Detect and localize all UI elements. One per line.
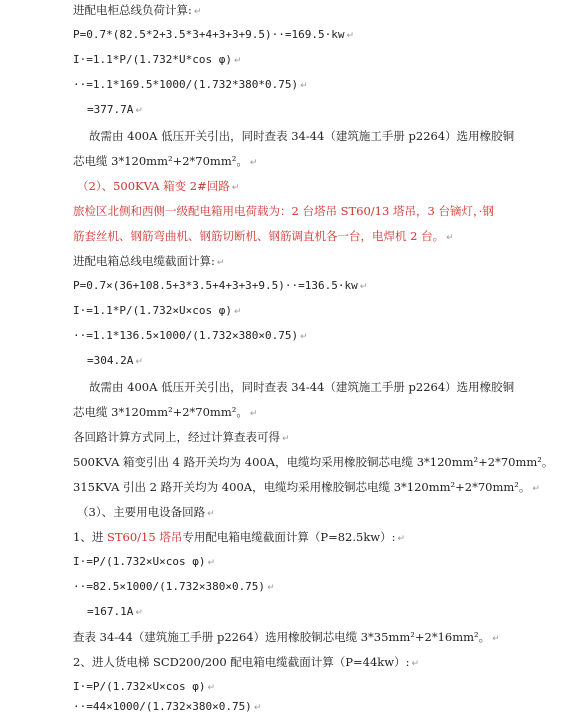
conclusion-3: 查表 34-44（建筑施工手册 p2264）选用橡胶铜芯电缆 3*35mm²+2*16mm²。 ↵ — [73, 630, 500, 644]
paragraph-mark-icon: ↵ — [233, 56, 242, 66]
paragraph-mark-icon: ↵ — [135, 106, 143, 116]
paragraph-mark-icon: ↵ — [193, 7, 202, 17]
formula-current-3: I·=P/(1.732×U×cos φ) ↵ — [73, 555, 215, 568]
summary-500kva: 500KVA 箱变引出 4 路开关均为 400A，电缆均采用橡胶铜芯电缆 3*120mm²+2*70mm²。 — [73, 455, 554, 469]
paragraph-mark-icon: ↵ — [135, 608, 143, 618]
paragraph-mark-icon: ↵ — [359, 282, 368, 292]
paragraph-mark-icon: ↵ — [397, 534, 406, 544]
summary-intro: 各回路计算方式同上，经过计算查表可得 ↵ — [73, 430, 290, 444]
paragraph-mark-icon: ↵ — [233, 307, 242, 317]
paragraph-mark-icon: ↵ — [231, 183, 240, 193]
formula-current-calc-3: ··=82.5×1000/(1.732×380×0.75) ↵ — [73, 580, 275, 593]
item-2-heading: 2、进人货电梯 SCD200/200 配电箱电缆截面计算（P=44kw）: ↵ — [73, 655, 420, 669]
section-2-desc-line1: 旅检区北侧和西侧一级配电箱用电荷载为：2 台塔吊 ST60/13 塔吊，3 台镝灯，·钢 — [73, 204, 494, 218]
conclusion-2-line1: 故需由 400A 低压开关引出，同时查表 34-44（建筑施工手册 p2264）选用橡胶铜 — [89, 380, 515, 394]
paragraph-mark-icon: ↵ — [346, 31, 355, 41]
result-current-3: =167.1A ↵ — [87, 605, 143, 618]
paragraph-mark-icon: ↵ — [249, 158, 258, 168]
paragraph-mark-icon: ↵ — [207, 558, 215, 568]
section-2-heading: （2）、500KVA 箱变 2#回路 ↵ — [77, 179, 240, 193]
conclusion-2-line2: 芯电缆 3*120mm²+2*70mm²。 ↵ — [73, 405, 258, 419]
section-3-heading: （3）、主要用电设备回路 ↵ — [77, 505, 215, 519]
paragraph-mark-icon: ↵ — [446, 233, 454, 243]
conclusion-1-line2: 芯电缆 3*120mm²+2*70mm²。 ↵ — [73, 154, 258, 168]
paragraph-mark-icon: ↵ — [216, 258, 225, 268]
formula-current-calc-1: ··=1.1*169.5*1000/(1.732*380*0.75) ↵ — [73, 78, 308, 91]
paragraph-mark-icon: ↵ — [207, 683, 215, 693]
formula-current-calc-4: ··=44×1000/(1.732×380×0.75) ↵ — [73, 700, 262, 713]
heading-cable-section: 进配电箱总线电缆截面计算: ↵ — [73, 254, 225, 268]
paragraph-mark-icon: ↵ — [532, 484, 540, 494]
formula-current-4: I·=P/(1.732×U×cos φ) ↵ — [73, 680, 215, 693]
result-current-1: =377.7A ↵ — [87, 103, 143, 116]
item-1-tower-crane: ST60/15 塔吊 — [106, 530, 183, 544]
formula-power-2: P=0.7×(36+108.5+3*3.5+4+3+3+9.5)··=136.5·kw ↵ — [73, 279, 368, 292]
formula-current-2: I·=1.1*P/(1.732×U×cos φ) ↵ — [73, 304, 242, 317]
result-current-2: =304.2A ↵ — [87, 354, 143, 367]
section-2-desc-line2: 筋套丝机、钢筋弯曲机、钢筋切断机、钢筋调直机各一台，电焊机 2 台。 ↵ — [73, 229, 454, 243]
item-1-heading: 1、进 ST60/15 塔吊专用配电箱电缆截面计算（P=82.5kw）: ↵ — [73, 530, 406, 544]
heading-total-load: 进配电柜总线负荷计算: ↵ — [73, 3, 202, 17]
formula-current-1: I·=1.1*P/(1.732*U*cos φ) ↵ — [73, 53, 242, 66]
paragraph-mark-icon: ↵ — [267, 583, 275, 593]
paragraph-mark-icon: ↵ — [249, 409, 258, 419]
paragraph-mark-icon: ↵ — [135, 357, 143, 367]
paragraph-mark-icon: ↵ — [300, 81, 308, 91]
paragraph-mark-icon: ↵ — [207, 509, 215, 519]
paragraph-mark-icon: ↵ — [300, 332, 308, 342]
summary-315kva: 315KVA 引出 2 路开关均为 400A，电缆均采用橡胶铜芯电缆 3*120mm²+2*70mm²。 ↵ — [73, 480, 540, 494]
paragraph-mark-icon: ↵ — [492, 634, 500, 644]
formula-power-1: P=0.7*(82.5*2+3.5*3+4+3+3+9.5)··=169.5·kw ↵ — [73, 28, 355, 41]
conclusion-1-line1: 故需由 400A 低压开关引出，同时查表 34-44（建筑施工手册 p2264）选用橡胶铜 — [89, 129, 515, 143]
paragraph-mark-icon: ↵ — [282, 434, 290, 444]
formula-current-calc-2: ··=1.1*136.5×1000/(1.732×380×0.75) ↵ — [73, 329, 308, 342]
paragraph-mark-icon: ↵ — [411, 659, 420, 669]
paragraph-mark-icon: ↵ — [253, 703, 262, 713]
